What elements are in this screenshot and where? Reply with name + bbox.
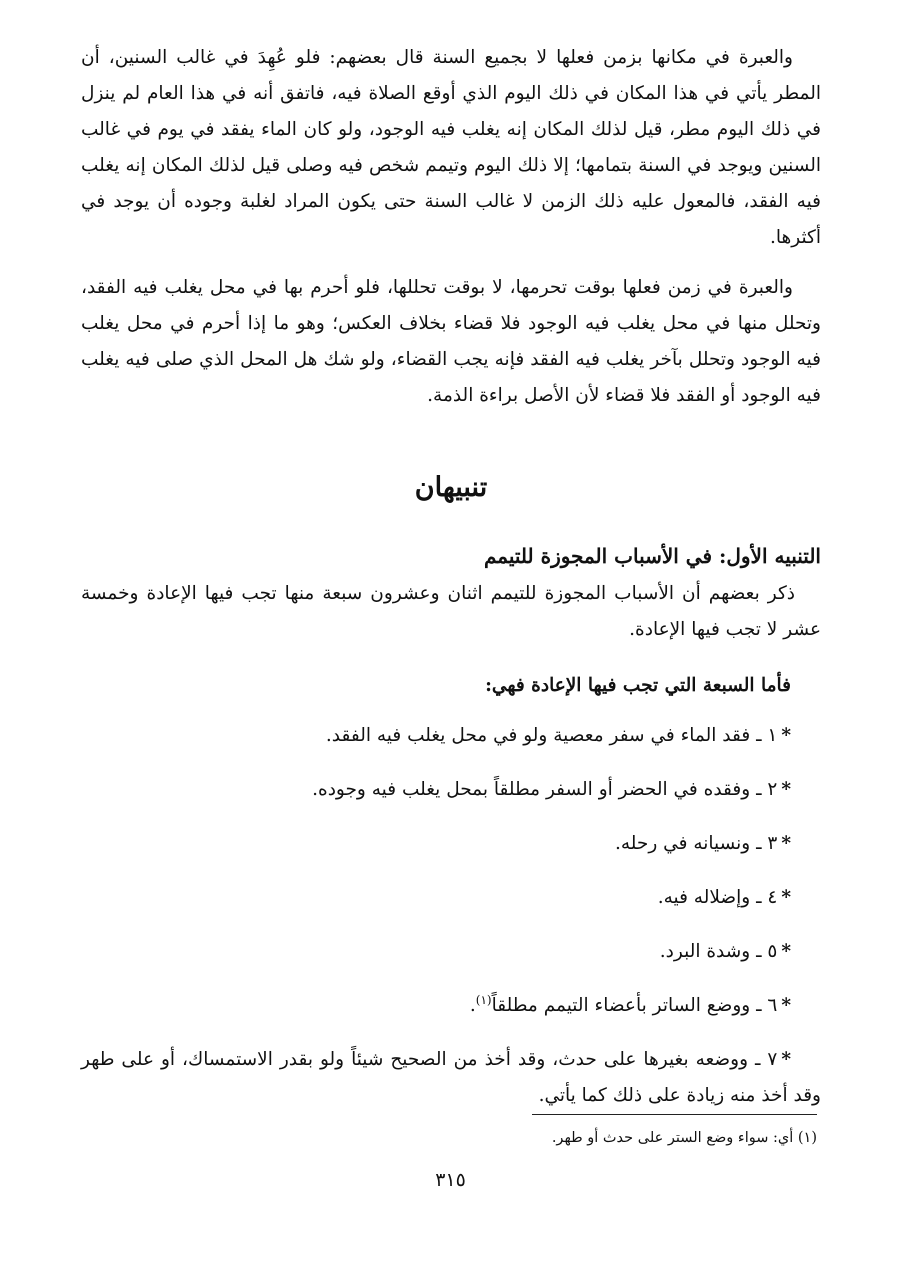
list-lead: فأما السبعة التي تجب فيها الإعادة فهي: (485, 675, 791, 696)
list-item-text: ٣ ـ ونسيانه في رحله. (615, 833, 778, 854)
asterisk-bullet: * (781, 941, 791, 962)
list-item (81, 826, 821, 862)
footnote: (١) أي: سواء وضع الستر على حدث أو طهر. (551, 1130, 817, 1146)
list-item-text: ٦ ـ ووضع الساتر بأعضاء التيمم مطلقاً (491, 995, 778, 1016)
footnote-reference[interactable]: (١) (475, 992, 492, 1007)
intro-paragraph: ذكر بعضهم أن الأسباب المجوزة للتيمم اثنان وعشرون سبعة منها تجب فيها الإعادة وخمسة عشر لا تجب فيها الإعادة. (81, 583, 821, 640)
list-item-text: ٤ ـ وإضلاله فيه. (657, 887, 778, 908)
list-item (81, 1042, 821, 1114)
section-heading: تنبيهان (414, 472, 488, 503)
page-body (81, 40, 821, 1114)
list-item (81, 718, 821, 754)
list-item-end: . (469, 995, 476, 1016)
list-item-text: ٧ ـ ووضعه بغيرها على حدث، وقد أخذ من الصحيح شيئاً ولو بقدر الاستمساك، أو على طهر وقد أخذ منه زيادة على ذلك كما يأتي. (81, 1049, 821, 1106)
sub-heading: التنبيه الأول: في الأسباب المجوزة للتيمم (483, 544, 821, 568)
footnote-divider (532, 1114, 817, 1115)
asterisk-bullet: * (781, 725, 791, 746)
asterisk-bullet: * (781, 779, 791, 800)
paragraph-time: والعبرة في زمن فعلها بوقت تحرمها، لا بوقت تحللها، فلو أحرم بها في محل يغلب فيه الفقد، وتحلل منها في محل يغلب فيه الوجود فلا قضاء بخلاف العكس؛ وهو ما إذا أحرم في محل يغلب فيه الوجود وتحلل بآخر يغلب فيه الفقد فإنه يجب القضاء، ولو شك هل المحل الذي صلى فيه يغلب فيه الوجود أو الفقد فلا قضاء لأن الأصل براءة الذمة. (81, 277, 821, 406)
list-item-text: ٢ ـ وفقده في الحضر أو السفر مطلقاً بمحل يغلب فيه وجوده. (312, 779, 778, 800)
causes-list (81, 718, 821, 1114)
list-item (81, 988, 821, 1024)
list-item (81, 772, 821, 808)
list-item-text: ٥ ـ وشدة البرد. (659, 941, 778, 962)
page-number: ٣١٥ (435, 1169, 466, 1191)
list-item-text: ١ ـ فقد الماء في سفر معصية ولو في محل يغلب فيه الفقد. (325, 725, 778, 746)
asterisk-bullet: * (781, 887, 791, 908)
asterisk-bullet: * (781, 995, 791, 1016)
asterisk-bullet: * (781, 1049, 791, 1070)
paragraph-place: والعبرة في مكانها بزمن فعلها لا بجميع السنة قال بعضهم: فلو عُهِدَ في غالب السنين، أن المطر يأتي في هذا المكان في ذلك اليوم الذي أوقع الصلاة فيه، فاتفق أنه في هذا العام لم ينزل في ذلك اليوم مطر، قيل لذلك المكان إنه يغلب فيه الوجود، ولو كان الماء يفقد في يوم في غالب السنين ويوجد في السنة بتمامها؛ إلا ذلك اليوم وتيمم شخص فيه وصلى قيل لذلك المكان إنه يغلب فيه الفقد، فالمعول عليه ذلك الزمن لا غالب السنة حتى يكون المراد لغلبة وجوده أن يوجد في أكثرها. (81, 47, 821, 248)
list-item (81, 880, 821, 916)
asterisk-bullet: * (781, 833, 791, 854)
list-item (81, 934, 821, 970)
